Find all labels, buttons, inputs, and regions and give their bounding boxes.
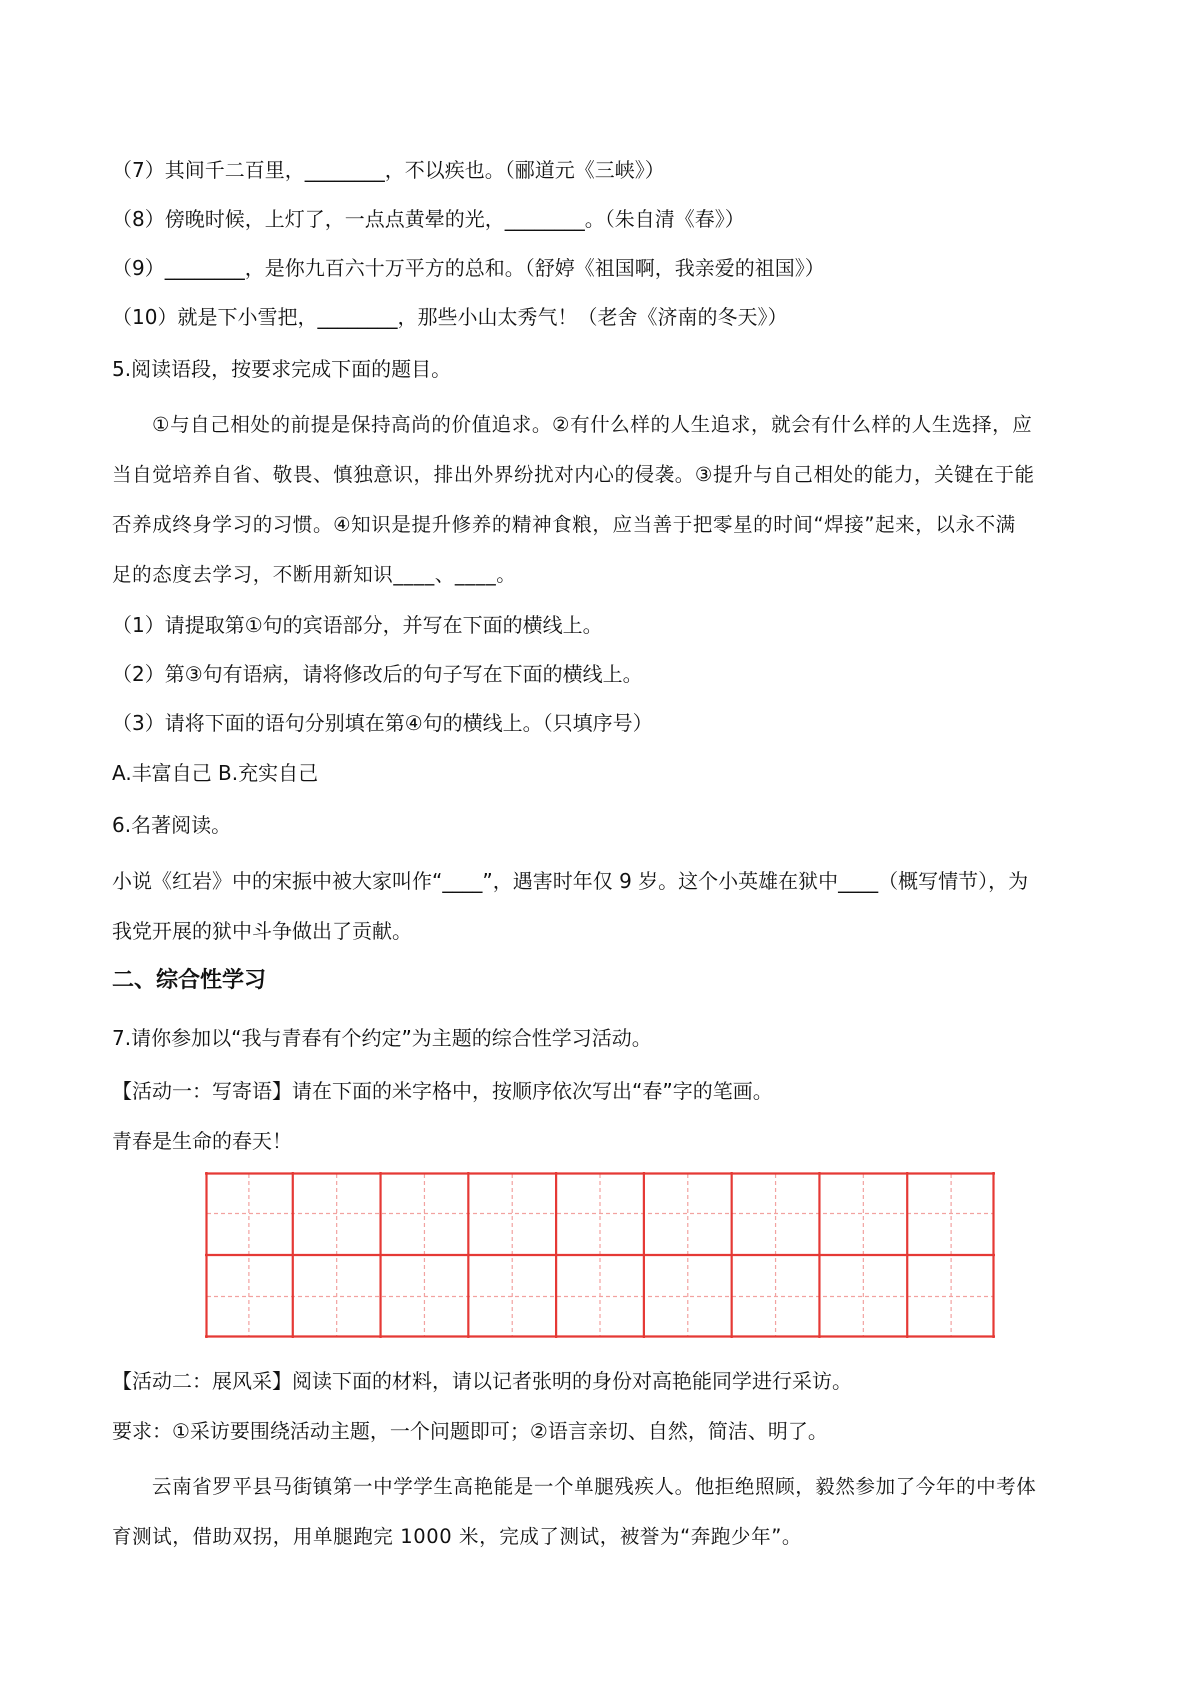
q5-title: 5.阅读语段，按要求完成下面的题目。 [112,357,452,381]
q4-item-9: （9）________，是你九百六十万平方的总和。（舒婷《祖国啊，我亲爱的祖国》） [112,256,825,280]
q5-passage-line-2: 当自觉培养自省、敬畏、慎独意识，排出外界纷扰对内心的侵袭。③提升与自己相处的能力，关键在于能 [112,463,1035,486]
q5-options: A.丰富自己 B.充实自己 [112,761,319,785]
q7-title: 7.请你参加以“我与青春有个约定”为主题的综合性学习活动。 [112,1026,652,1050]
material-line-1: 云南省罗平县马街镇第一中学学生高艳能是一个单腿残疾人。他拒绝照顾，毅然参加了今年的中考体 [152,1475,1037,1498]
activity-2-requirement: 要求：①采访要围绕活动主题，一个问题即可；②语言亲切、自然，简洁、明了。 [112,1419,828,1443]
q5-sub-2: （2）第③句有语病，请将修改后的句子写在下面的横线上。 [112,662,643,686]
q6-title: 6.名著阅读。 [112,813,232,837]
q5-sub-3: （3）请将下面的语句分别填在第④句的横线上。（只填序号） [112,711,653,735]
section-heading: 二、综合性学习 [112,968,267,993]
activity-1: 【活动一：写寄语】请在下面的米字格中，按顺序依次写出“春”字的笔画。 [112,1079,773,1103]
q5-passage-line-3: 否养成终身学习的习惯。④知识是提升修养的精神食粮，应当善于把零星的时间“焊接”起来，以永不满 [112,513,1016,536]
q5-passage-line-4: 足的态度去学习，不断用新知识____、____。 [112,563,517,586]
q5-sub-1: （1）请提取第①句的宾语部分，并写在下面的横线上。 [112,613,603,637]
q4-item-8: （8）傍晚时候，上灯了，一点点黄晕的光，________。（朱自清《春》） [112,207,745,231]
activity-1-slogan: 青春是生命的春天！ [112,1129,292,1153]
q6-line-2: 我党开展的狱中斗争做出了贡献。 [112,919,412,943]
mizige-grid [205,1172,995,1338]
q4-item-7: （7）其间千二百里，________，不以疾也。（郦道元《三峡》） [112,158,665,182]
activity-2: 【活动二：展风采】阅读下面的材料，请以记者张明的身份对高艳能同学进行采访。 [112,1369,852,1393]
q6-line-1: 小说《红岩》中的宋振中被大家叫作“____”，遇害时年仅 9 岁。这个小英雄在狱中____（概写情节），为 [112,869,1029,893]
material-line-2: 育测试，借助双拐，用单腿跑完 1000 米，完成了测试，被誉为“奔跑少年”。 [112,1525,803,1548]
q5-passage-line-1: ①与自己相处的前提是保持高尚的价值追求。②有什么样的人生追求，就会有什么样的人生选择，应 [152,413,1033,436]
q4-item-10: （10）就是下小雪把，________，那些小山太秀气！（老舍《济南的冬天》） [112,305,788,329]
